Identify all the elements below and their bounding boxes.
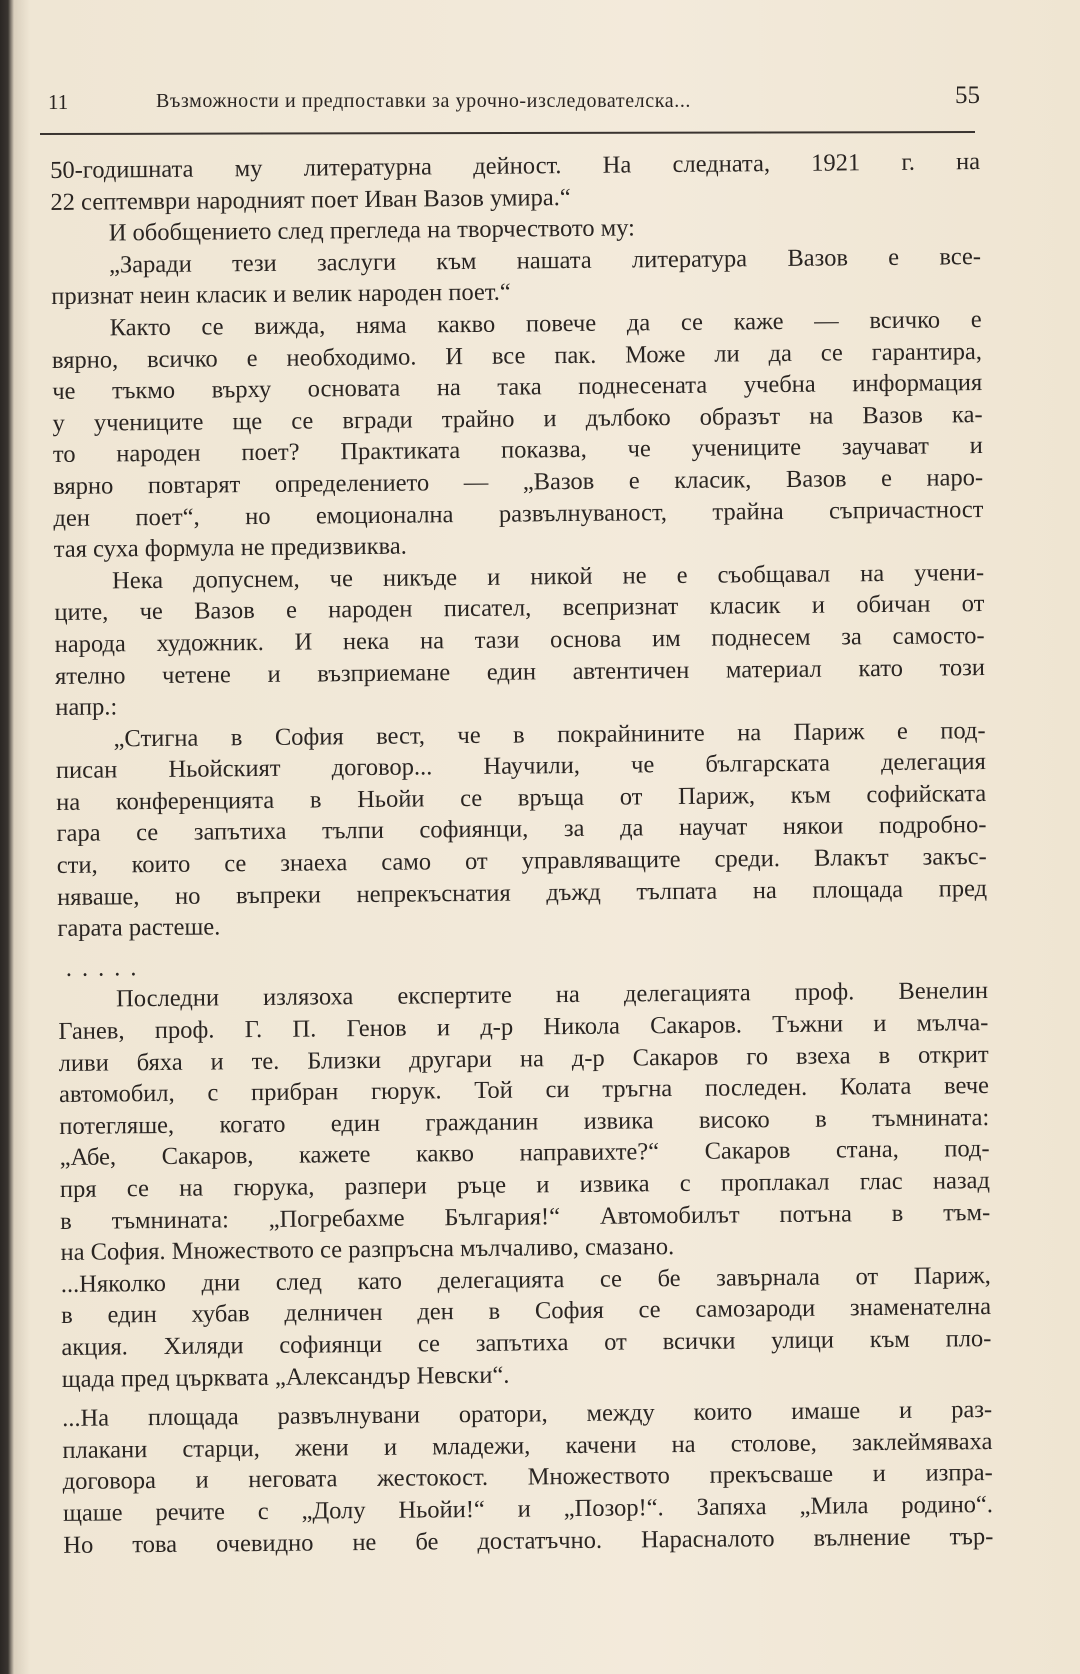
text-line: ливи бяха и те. Близки другари на д-р Сакаров го взеха в открит — [58, 1040, 989, 1077]
text-line: напр.: — [55, 693, 118, 722]
text-line: гарата растеше. — [57, 913, 221, 943]
text-line: гара се запътиха тълпи софиянци, за да научат някои подробно- — [56, 811, 987, 848]
header-rule — [40, 131, 975, 135]
text-line: писан Ньойският договор... Научили, че българската делегация — [55, 748, 986, 785]
text-line: сти, които се знаеха само от управляващите среди. Влакът закъс- — [56, 843, 987, 880]
text-line: на конференцията в Ньойи се връща от Париж, към софийската — [56, 779, 987, 816]
text-line: Ганев, проф. Г. П. Генов и д-р Никола Сакаров. Тъжни и мълча- — [58, 1009, 989, 1045]
text-line: у учениците ще се вгради трайно и дълбоко образът на Вазов ка- — [52, 400, 983, 437]
text-line: пря се на гюрука, разпери ръце и извика с проплакал глас назад — [59, 1167, 991, 1203]
text-line: 22 септември народният поет Иван Вазов умира.“ — [50, 183, 571, 216]
text-line: в един хубав делничен ден в София се самозароди знаменателна — [61, 1293, 992, 1330]
text-line: Последни излязоха експертите на делегацията проф. Венелин — [115, 977, 989, 1013]
page-number: 55 — [955, 82, 980, 109]
text-line: ятелно четене и възприемане един автентичен материал като този — [54, 653, 986, 690]
text-line: ците, че Вазов е народен писател, всепризнат класик и обичан от — [54, 590, 985, 627]
text-line: на София. Множеството се разпръсна мълчаливо, смазано. — [60, 1233, 675, 1267]
text-line: вярно, всичко е необходимо. И все пак. Може ли да се гарантира, — [51, 337, 983, 374]
text-line: вярно повтарят определението — „Вазов е класик, Вазов е наро- — [53, 463, 984, 500]
text-line: ...На площада развълнувани оратори, между които имаше и раз- — [62, 1396, 993, 1433]
text-line: ден поет“, но емоционална развълнуваност, трайна съпричастност — [53, 495, 984, 532]
text-line: Както се вижда, няма какво повече да се каже — всичко е — [109, 306, 982, 342]
text-line: автомобил, с прибран гюрук. Той си тръгна последен. Колата вече — [58, 1072, 990, 1109]
text-line: Но това очевидно не бе достатъчно. Нарасналото вълнение тър- — [63, 1522, 994, 1559]
ellipsis-separator: ..... — [65, 953, 147, 982]
text-line: народа художник. И нека на тази основа им поднесем за самосто- — [54, 621, 985, 658]
text-line: няваше, но въпреки непрекъснатия дъжд тълпата на площада пред — [56, 874, 988, 911]
text-line: признат неин класик и велик народен поет.“ — [51, 278, 511, 311]
text-line: Нека допуснем, че никъде и никой не е съобщавал на учени- — [111, 558, 985, 595]
text-line: акция. Хиляди софиянци се запътиха от всички улици към пло- — [61, 1324, 992, 1361]
text-line: то народен поет? Практиката показва, че учениците заучават и — [52, 432, 983, 469]
text-line: щаше речите с „Долу Ньойи!“ и „Позор!“. Запяха „Мила родино“. — [62, 1490, 994, 1527]
text-line: тая суха формула не предизвиква. — [53, 532, 407, 564]
running-title: Възможности и предпоставки за урочно-изследователска... — [156, 90, 692, 112]
text-line: щада пред църквата „Александър Невски“. — [61, 1361, 510, 1393]
text-line: в тъмнината: „Погребахме България!“ Автомобилът потъна в тъм- — [60, 1198, 991, 1235]
text-line: 50-годишната му литературна дейност. На следната, 1921 г. на — [50, 148, 981, 184]
chapter-number: 11 — [48, 90, 69, 114]
text-line: договора и неговата жестокост. Множеството прекъсваше и изпра- — [62, 1459, 993, 1496]
text-line: че тъкмо върху основата на така поднесената учебна информация — [52, 369, 983, 406]
text-line: потегляше, когато един гражданин извика високо в тъмнината: — [59, 1103, 990, 1140]
text-line: И обобщението след прегледа на творчеството му: — [108, 214, 636, 247]
text-line: „Заради тези заслуги към нашата литература Вазов е все- — [108, 242, 982, 279]
text-line: плакани старци, жени и младежи, качени на столове, заклеймяваха — [62, 1427, 993, 1464]
text-line: „Абе, Сакаров, кажете какво направихте?“ Сакаров стана, под- — [59, 1135, 990, 1172]
text-line: ...Няколко дни след като делегацията се бе завърнала от Париж, — [60, 1261, 991, 1298]
text-line: „Стигна в София вест, че в покрайнините на Париж е под- — [113, 716, 986, 753]
body-text — [50, 146, 993, 1561]
page-header — [40, 82, 980, 122]
